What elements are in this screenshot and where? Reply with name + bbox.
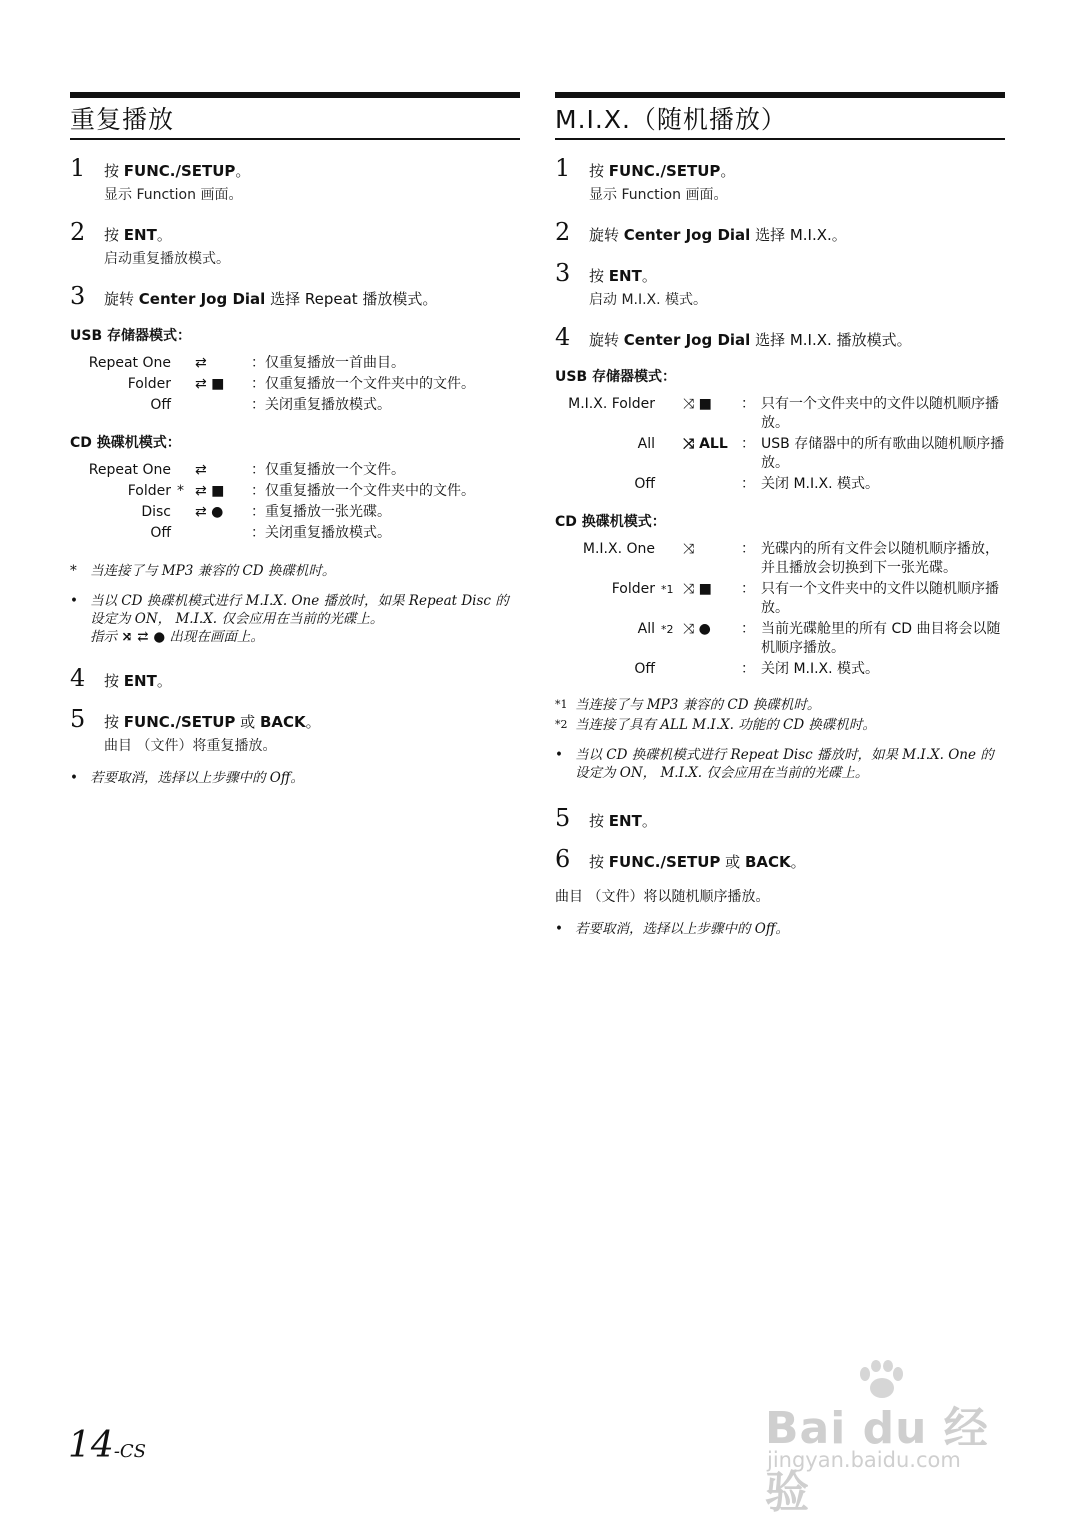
mix-folder-icon: ⤨ ■: [683, 396, 712, 412]
button-name: BACK: [259, 713, 306, 731]
step-1: 1 按 FUNC./SETUP。: [555, 154, 736, 182]
mix-repeat-disc-icon: ⤨ ⇄ ●: [121, 629, 166, 645]
usb-mode-heading: USB 存储器模式：: [555, 369, 676, 385]
option-row: Repeat One ⇄ ：仅重复播放一首曲目。: [87, 353, 475, 374]
option-row: All ⤨ ALL ： USB 存储器中的所有歌曲以随机顺序播放。: [565, 434, 1005, 474]
step-5: 5 按 ENT。: [555, 804, 657, 832]
option-row: Folder * ⇄ ■ ：仅重复播放一个文件夹中的文件。: [87, 481, 475, 502]
option-row: Repeat One ⇄ ：仅重复播放一个文件。: [87, 460, 475, 481]
button-name: ENT: [123, 672, 157, 690]
watermark-brand: Bai du 经验: [765, 1403, 989, 1518]
note-bullet: • 当以 CD 换碟机模式进行 M.I.X. One 播放时，如果 Repeat Disc 的设定为 ON， M.I.X. 仅会应用在当前的光碟上。 指示 ⤨ ⇄ ● 出现在画面上。: [70, 593, 509, 645]
step-3: 3 旋转 Center Jog Dial 选择 Repeat 播放模式。: [70, 282, 438, 310]
step-detail: 显示 Function 画面。: [104, 187, 243, 203]
control-name: Center Jog Dial: [623, 331, 751, 349]
usb-repeat-options: [87, 353, 475, 416]
usb-mode-heading: USB 存储器模式：: [70, 328, 191, 344]
section-title-mix: M.I.X.（随机播放）: [555, 92, 1005, 140]
step-number: 3: [70, 282, 86, 310]
step-6: 6 按 FUNC./SETUP 或 BACK。: [555, 845, 806, 873]
step-number: 1: [70, 154, 86, 182]
cd-repeat-options: [87, 460, 475, 544]
button-name: ENT: [123, 226, 157, 244]
step-1: 1 按 FUNC./SETUP。: [70, 154, 251, 182]
step-number: 2: [70, 218, 86, 246]
control-name: Center Jog Dial: [623, 226, 751, 244]
control-name: Center Jog Dial: [138, 290, 266, 308]
mix-icon: ⤨: [683, 541, 695, 557]
step-2: 2 旋转 Center Jog Dial 选择 M.I.X.。: [555, 218, 847, 246]
option-row: Off ：关闭重复播放模式。: [150, 397, 391, 413]
note-bullet: • 当以 CD 换碟机模式进行 Repeat Disc 播放时，如果 M.I.X. One 的设定为 ON， M.I.X. 仅会应用在当前的光碟上。: [555, 747, 994, 781]
footnote-star: * 当连接了与 MP3 兼容的 CD 换碟机时。: [70, 563, 336, 579]
step-number: 4: [555, 323, 571, 351]
button-name: BACK: [744, 853, 791, 871]
option-row: All *2 ⤨ ● ： 当前光碟舱里的所有 CD 曲目将会以随机顺序播放。: [565, 619, 1005, 659]
cd-mix-options: [565, 539, 1005, 680]
option-row: Folder ⇄ ■ ：仅重复播放一个文件夹中的文件。: [87, 374, 475, 395]
step-4: 4 按 ENT。: [70, 664, 172, 692]
step-3: 3 按 ENT。: [555, 259, 657, 287]
baidu-watermark: [765, 1360, 1010, 1518]
option-row: Off ： 关闭 M.I.X. 模式。: [634, 476, 880, 492]
repeat-folder-icon: ⇄ ■: [195, 376, 225, 392]
option-row: Off ：关闭重复播放模式。: [150, 525, 391, 541]
button-name: FUNC./SETUP: [608, 853, 721, 871]
step-5: 5 按 FUNC./SETUP 或 BACK。: [70, 705, 321, 733]
step-detail: 显示 Function 画面。: [589, 187, 728, 203]
right-column: [555, 92, 1005, 938]
step-number: 5: [70, 705, 86, 733]
button-name: ENT: [608, 812, 642, 830]
option-row: Off ： 关闭 M.I.X. 模式。: [634, 661, 880, 677]
result-text: 曲目 （文件）将以随机顺序播放。: [555, 889, 770, 905]
repeat-folder-icon: ⇄ ■: [195, 483, 225, 499]
step-number: 3: [555, 259, 571, 287]
repeat-disc-icon: ⇄ ●: [195, 504, 224, 520]
step-number: 5: [555, 804, 571, 832]
button-name: FUNC./SETUP: [123, 713, 236, 731]
step-detail: 曲目 （文件）将重复播放。: [104, 738, 277, 754]
option-row: Folder *1 ⤨ ■ ： 只有一个文件夹中的文件以随机顺序播放。: [565, 579, 1005, 619]
step-number: 1: [555, 154, 571, 182]
step-4: 4 旋转 Center Jog Dial 选择 M.I.X. 播放模式。: [555, 323, 912, 351]
repeat-icon: ⇄: [195, 355, 207, 371]
button-name: FUNC./SETUP: [608, 162, 721, 180]
cd-mode-heading: CD 换碟机模式：: [555, 514, 666, 530]
mix-all-icon: ⤨ ALL: [683, 436, 728, 452]
step-number: 6: [555, 845, 571, 873]
step-detail: 启动 M.I.X. 模式。: [589, 292, 708, 308]
option-row: M.I.X. One ⤨ ： 光碟内的所有文件会以随机顺序播放，并且播放会切换到下一张光碟。: [565, 539, 1005, 579]
footnote-2: *2 当连接了具有 ALL M.I.X. 功能的 CD 换碟机时。: [555, 717, 876, 733]
page-number: 14-CS: [68, 1425, 146, 1466]
section-title-repeat: 重复播放: [70, 92, 520, 140]
button-name: FUNC./SETUP: [123, 162, 236, 180]
option-row: Disc ⇄ ● ：重复播放一张光碟。: [87, 502, 475, 523]
step-number: 4: [70, 664, 86, 692]
button-name: ENT: [608, 267, 642, 285]
left-column: [70, 92, 520, 787]
cancel-note: • 若要取消，选择以上步骤中的 Off。: [70, 770, 304, 786]
watermark-url: jingyan.baidu.com: [767, 1448, 961, 1472]
mix-disc-icon: ⤨ ●: [683, 621, 711, 637]
usb-mix-options: [565, 394, 1005, 495]
cancel-note: • 若要取消，选择以上步骤中的 Off。: [555, 921, 789, 937]
repeat-icon: ⇄: [195, 462, 207, 478]
option-row: M.I.X. Folder ⤨ ■ ： 只有一个文件夹中的文件以随机顺序播放。: [565, 394, 1005, 434]
mix-folder-icon: ⤨ ■: [683, 581, 712, 597]
step-2: 2 按 ENT。: [70, 218, 172, 246]
step-number: 2: [555, 218, 571, 246]
footnote-1: *1 当连接了与 MP3 兼容的 CD 换碟机时。: [555, 697, 821, 713]
cd-mode-heading: CD 换碟机模式：: [70, 435, 181, 451]
step-detail: 启动重复播放模式。: [104, 251, 230, 267]
